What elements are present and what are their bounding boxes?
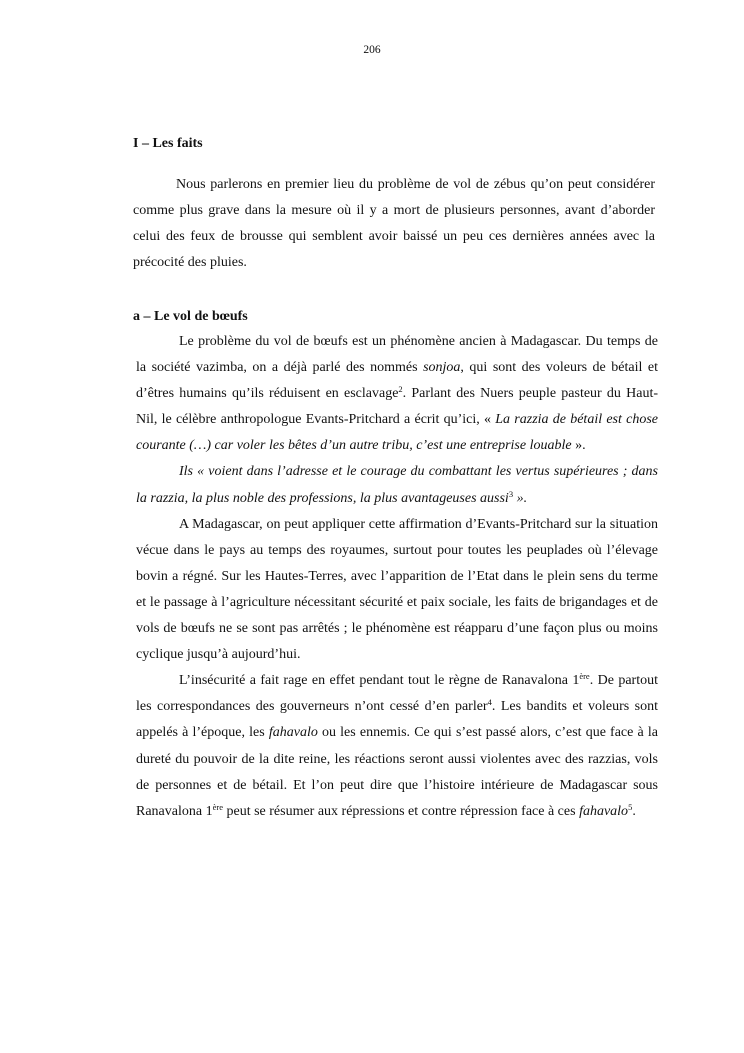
p1-text-2: , qui sont des voleurs de bétail et d’êtres humains qu’ils réduisent en esclavage bbox=[136, 360, 658, 402]
paragraph-4 bbox=[136, 668, 658, 825]
p4-text-2: . De partout les correspondances des gouverneurs n’ont cessé d’en parler bbox=[136, 673, 659, 715]
intro-section bbox=[133, 172, 655, 276]
paragraph-1 bbox=[136, 329, 658, 459]
footnote-ref-4: 4 bbox=[487, 697, 492, 708]
p4-text-5: peut se résumer aux répressions et contre répression face à ces bbox=[222, 803, 580, 819]
ordinal-suffix-2: ère bbox=[212, 801, 223, 812]
p4-italic-fahavalo-2: fahavalo bbox=[579, 803, 629, 819]
body-section bbox=[136, 329, 658, 825]
paragraph-2 bbox=[136, 459, 658, 511]
section-heading: I – Les faits bbox=[133, 136, 203, 151]
footnote-ref-3: 3 bbox=[508, 488, 514, 499]
p1-text-3: . Parlant des Nuers peuple pasteur du Haut-Nil, le célèbre anthropologue Evants-Pritchard a écrit qu’ici, « bbox=[136, 386, 659, 428]
p4-italic-fahavalo-1: fahavalo bbox=[268, 725, 318, 741]
footnote-ref-2: 2 bbox=[398, 384, 403, 395]
p2-quote-close: ». bbox=[513, 490, 528, 506]
p4-text-3: . Les bandits et voleurs sont appelés à l’époque, les bbox=[136, 699, 658, 741]
paragraph-3: A Madagascar, on peut appliquer cette affirmation d’Evants-Pritchard sur la situation vécue dans le pays au temps des royaumes, surtout pour toutes les peuplades où l’élevage bovin a régné. Sur les Hautes-Terres, avec l’apparition de l’Etat dans le plein sens du terme et le passage à l’agriculture nécessitant sécurité et paix sociale, les faits de brigandages et de vols de bœufs ne se sont pas arrêtés ; le phénomène est réapparu d’une façon plus ou moins cyclique jusqu’à aujourd’hui. bbox=[136, 516, 658, 663]
subsection-heading: a – Le vol de bœufs bbox=[133, 309, 248, 324]
intro-paragraph: Nous parlerons en premier lieu du problème de vol de zébus qu’on peut considérer comme plus grave dans la mesure où il y a mort de plusieurs personnes, avant d’aborder celui des feux de brousse qui semblent avoir baissé un peu ces dernières années avec la précocité des pluies. bbox=[133, 177, 655, 271]
p4-text-1: L’insécurité a fait rage en effet pendant tout le règne de Ranavalona 1 bbox=[179, 673, 580, 689]
p4-text-4: ou les ennemis. Ce qui s’est passé alors, c’est que face à la dureté du pouvoir de la dite reine, les réactions seront aussi violentes avec des razzias, vols de personnes et de bétail. Et l’on peut dire que l’histoire intérieure de Madagascar sous Ranavalona 1 bbox=[136, 725, 658, 819]
page-number: 206 bbox=[363, 44, 381, 56]
p2-quote: Ils « voient dans l’adresse et le courage du combattant les vertus supérieures ; dans la razzia, la plus noble des professions, la plus avantageuses aussi bbox=[136, 464, 658, 506]
ordinal-suffix-1: ère bbox=[579, 671, 590, 682]
p1-text-1: Le problème du vol de bœufs est un phénomène ancien à Madagascar. Du temps de la société vazimba, on a déjà parlé des nommés bbox=[136, 334, 658, 376]
footnote-ref-5: 5 bbox=[628, 801, 633, 812]
p1-text-4: ». bbox=[571, 438, 586, 454]
p1-italic-sonjoa: sonjoa bbox=[423, 360, 461, 376]
p4-text-6: . bbox=[632, 803, 636, 819]
p1-quote: La razzia de bétail est chose courante (…) car voler les bêtes d’un autre tribu, c’est une entreprise louable bbox=[136, 412, 659, 454]
